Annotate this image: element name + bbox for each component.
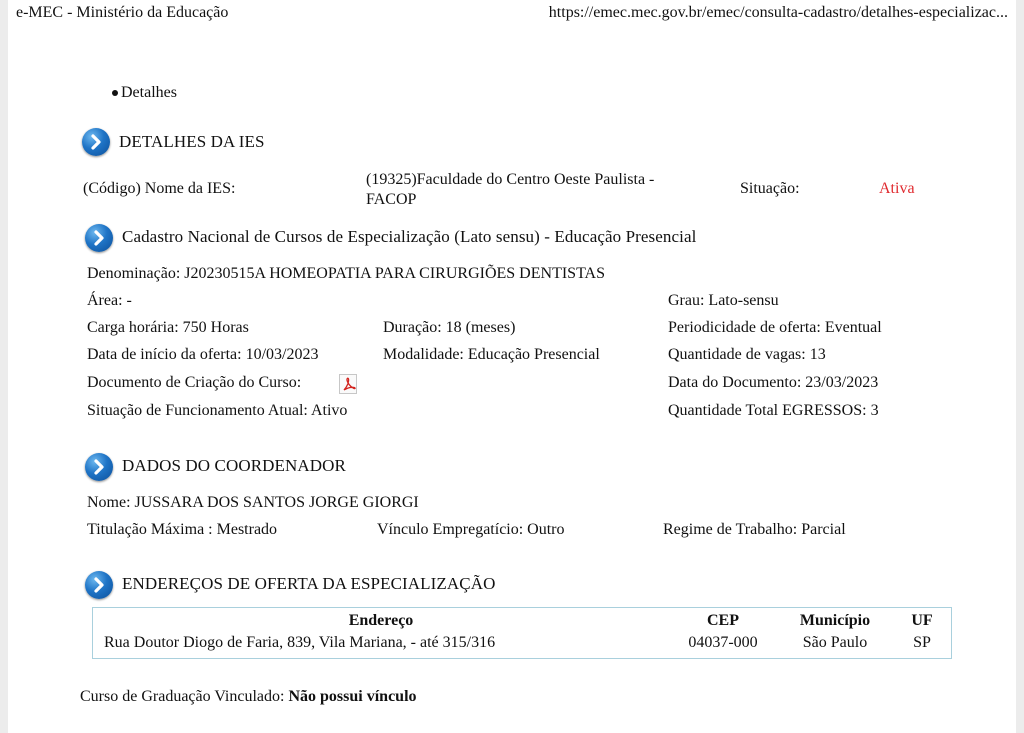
table-row bbox=[93, 632, 952, 659]
enderecos-section-title: ENDEREÇOS DE OFERTA DA ESPECIALIZAÇÃO bbox=[122, 574, 496, 593]
ies-status-value: Ativa bbox=[879, 180, 915, 197]
course-grau: Grau: Lato-sensu bbox=[668, 292, 779, 309]
ies-name-line2: FACOP bbox=[366, 191, 417, 208]
cell-uf: SP bbox=[913, 634, 931, 651]
course-duracao: Duração: 18 (meses) bbox=[383, 319, 516, 336]
col-header-uf: UF bbox=[911, 612, 933, 629]
bullet-icon bbox=[112, 90, 118, 96]
coordenador-section-title: DADOS DO COORDENADOR bbox=[122, 456, 346, 475]
table-header-row bbox=[93, 608, 952, 633]
coordenador-nome: Nome: JUSSARA DOS SANTOS JORGE GIORGI bbox=[87, 494, 419, 511]
enderecos-table bbox=[92, 607, 952, 659]
course-section-title: Cadastro Nacional de Cursos de Especialização (Lato sensu) - Educação Presencial bbox=[122, 227, 697, 246]
course-denominacao: Denominação: J20230515A HOMEOPATIA PARA CIRURGIÕES DENTISTAS bbox=[87, 265, 606, 282]
cell-endereco: Rua Doutor Diogo de Faria, 839, Vila Mariana, - até 315/316 bbox=[104, 634, 496, 651]
page-title: e-MEC - Ministério da Educação bbox=[16, 4, 229, 21]
course-data-inicio: Data de início da oferta: 10/03/2023 bbox=[87, 346, 319, 363]
course-vagas: Quantidade de vagas: 13 bbox=[668, 346, 826, 363]
page bbox=[8, 0, 1016, 733]
chevron-right-icon bbox=[85, 224, 113, 252]
course-egressos: Quantidade Total EGRESSOS: 3 bbox=[668, 402, 879, 419]
coordenador-titulacao: Titulação Máxima : Mestrado bbox=[87, 521, 278, 538]
cell-cep: 04037-000 bbox=[688, 634, 758, 651]
ies-status-label: Situação: bbox=[740, 180, 800, 197]
chevron-right-icon bbox=[85, 571, 113, 599]
chevron-right-icon bbox=[85, 453, 113, 481]
course-modalidade: Modalidade: Educação Presencial bbox=[383, 346, 600, 363]
course-data-documento: Data do Documento: 23/03/2023 bbox=[668, 374, 879, 391]
graduacao-row bbox=[80, 688, 417, 706]
chevron-right-icon bbox=[82, 128, 110, 156]
col-header-cep: CEP bbox=[707, 612, 739, 629]
course-area: Área: - bbox=[87, 292, 132, 309]
page-url: https://emec.mec.gov.br/emec/consulta-cadastro/detalhes-especializac... bbox=[548, 4, 1008, 21]
course-documento-label: Documento de Criação do Curso: bbox=[87, 374, 302, 391]
ies-name-line1: (19325)Faculdade do Centro Oeste Paulista - bbox=[366, 171, 655, 188]
coordenador-vinculo: Vínculo Empregatício: Outro bbox=[377, 521, 565, 538]
ies-section-title: DETALHES DA IES bbox=[119, 132, 265, 151]
course-situacao: Situação de Funcionamento Atual: Ativo bbox=[87, 402, 348, 419]
ies-name-label: (Código) Nome da IES: bbox=[83, 180, 236, 197]
course-periodicidade: Periodicidade de oferta: Eventual bbox=[668, 319, 882, 336]
col-header-endereco: Endereço bbox=[348, 612, 414, 629]
graduacao-value: Não possui vínculo bbox=[288, 688, 417, 705]
pdf-icon[interactable] bbox=[339, 374, 357, 394]
coordenador-regime: Regime de Trabalho: Parcial bbox=[663, 521, 846, 538]
tab-detalhes[interactable]: Detalhes bbox=[121, 84, 177, 101]
graduacao-label: Curso de Graduação Vinculado: bbox=[80, 688, 285, 705]
col-header-municipio: Município bbox=[799, 612, 871, 629]
course-carga: Carga horária: 750 Horas bbox=[87, 319, 249, 336]
cell-municipio: São Paulo bbox=[802, 634, 868, 651]
